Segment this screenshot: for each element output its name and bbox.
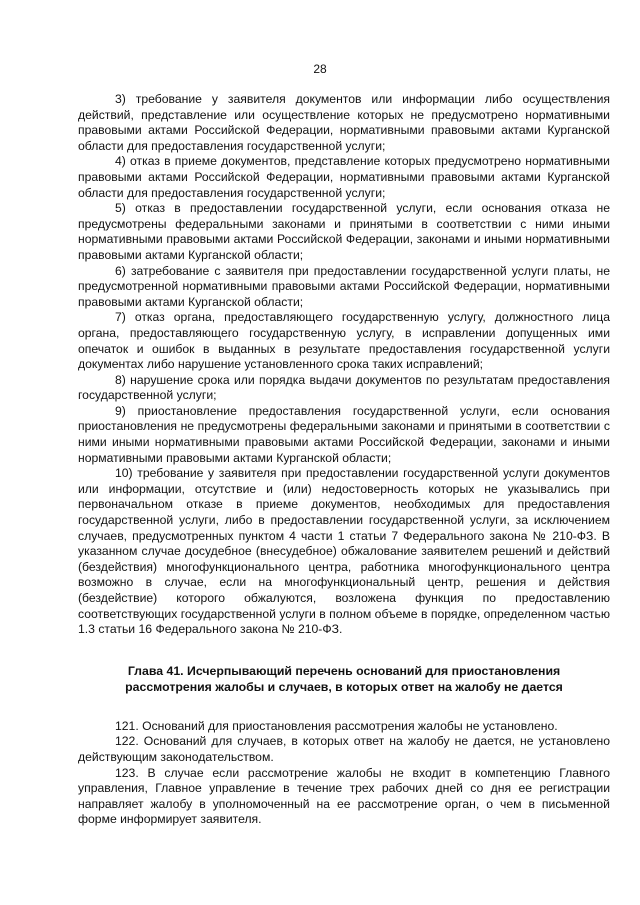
chapter-heading: Глава 41. Исчерпывающий перечень оснований для приостановления рассмотрения жалобы и случаев, в которых ответ на жалобу не дается [125,663,563,694]
clause-123: 123. В случае если рассмотрение жалобы не входит в компетенцию Главного управления, Главное управление в течение трех рабочих дней со дня ее регистрации направляет жалобу в уполномоченный на ее рассмотрение орган, о чем в письменной форме информирует заявителя. [78,765,610,827]
list-item-3: 3) требование у заявителя документов или информации либо осуществления действий, представление или осуществление которых не предусмотрено нормативными правовыми актами Российской Федерации, нормативными правовыми актами Курганской области для предоставления государственной услуги; [78,92,610,153]
list-item-7: 7) отказ органа, предоставляющего государственную услугу, должностного лица органа, предоставляющего государственную услугу, в исправлении допущенных ими опечаток и ошибок в выданных в результате предоставления государственной услуги документах либо нарушение установленного срока таких исправлений; [78,310,610,372]
list-item-9: 9) приостановление предоставления государственной услуги, если основания приостановления не предусмотрены федеральными законами и принятыми в соответствии с ними иными нормативными правовыми актами Российской Федерации, законами и иными нормативными правовыми актами Курганской области; [78,403,610,465]
list-item-8: 8) нарушение срока или порядка выдачи документов по результатам предоставления государственной услуги; [78,372,610,403]
page-number: 28 [313,62,327,76]
list-item-10: 10) требование у заявителя при предоставлении государственной услуги документов или информации, отсутствие и (или) недостоверность которых не указывались при первоначальном отказе в приеме документов, необходимых для предоставления государственной услуги, либо в предоставлении государственной услуги, за исключением случаев, предусмотренных пунктом 4 части 1 статьи 7 Федерального закона № 210-ФЗ. В указанном случае досудебное (внесудебное) обжалование заявителем решений и действий (бездействия) многофункционального центра, работника многофункционального центра возможно в случае, если на многофункциональный центр, решения и действия (бездействие) которого обжалуются, возложена функция по предоставлению соответствующих государственной услуги в полном объеме в порядке, определенном частью 1.3 статьи 16 Федерального закона № 210-ФЗ. [78,466,610,637]
list-item-6: 6) затребование с заявителя при предоставлении государственной услуги платы, не предусмотренной нормативными правовыми актами Российской Федерации, нормативными правовыми актами Курганской области; [78,263,610,309]
clause-121: 121. Оснований для приостановления рассмотрения жалобы не установлено. [115,718,558,733]
list-item-5: 5) отказ в предоставлении государственной услуги, если основания отказа не предусмотрены федеральными законами и принятыми в соответствии с ними иными нормативными правовыми актами Российской Федерации, законами и иными нормативными правовыми актами Курганской области; [78,201,610,262]
document-body [78,92,610,828]
clause-122: 122. Оснований для случаев, в которых ответ на жалобу не дается, не установлено действующим законодательством. [78,734,610,764]
list-item-4: 4) отказ в приеме документов, представление которых предусмотрено нормативными правовыми актами Российской Федерации, нормативными правовыми актами Курганской области для предоставления государственной услуги; [78,154,610,200]
